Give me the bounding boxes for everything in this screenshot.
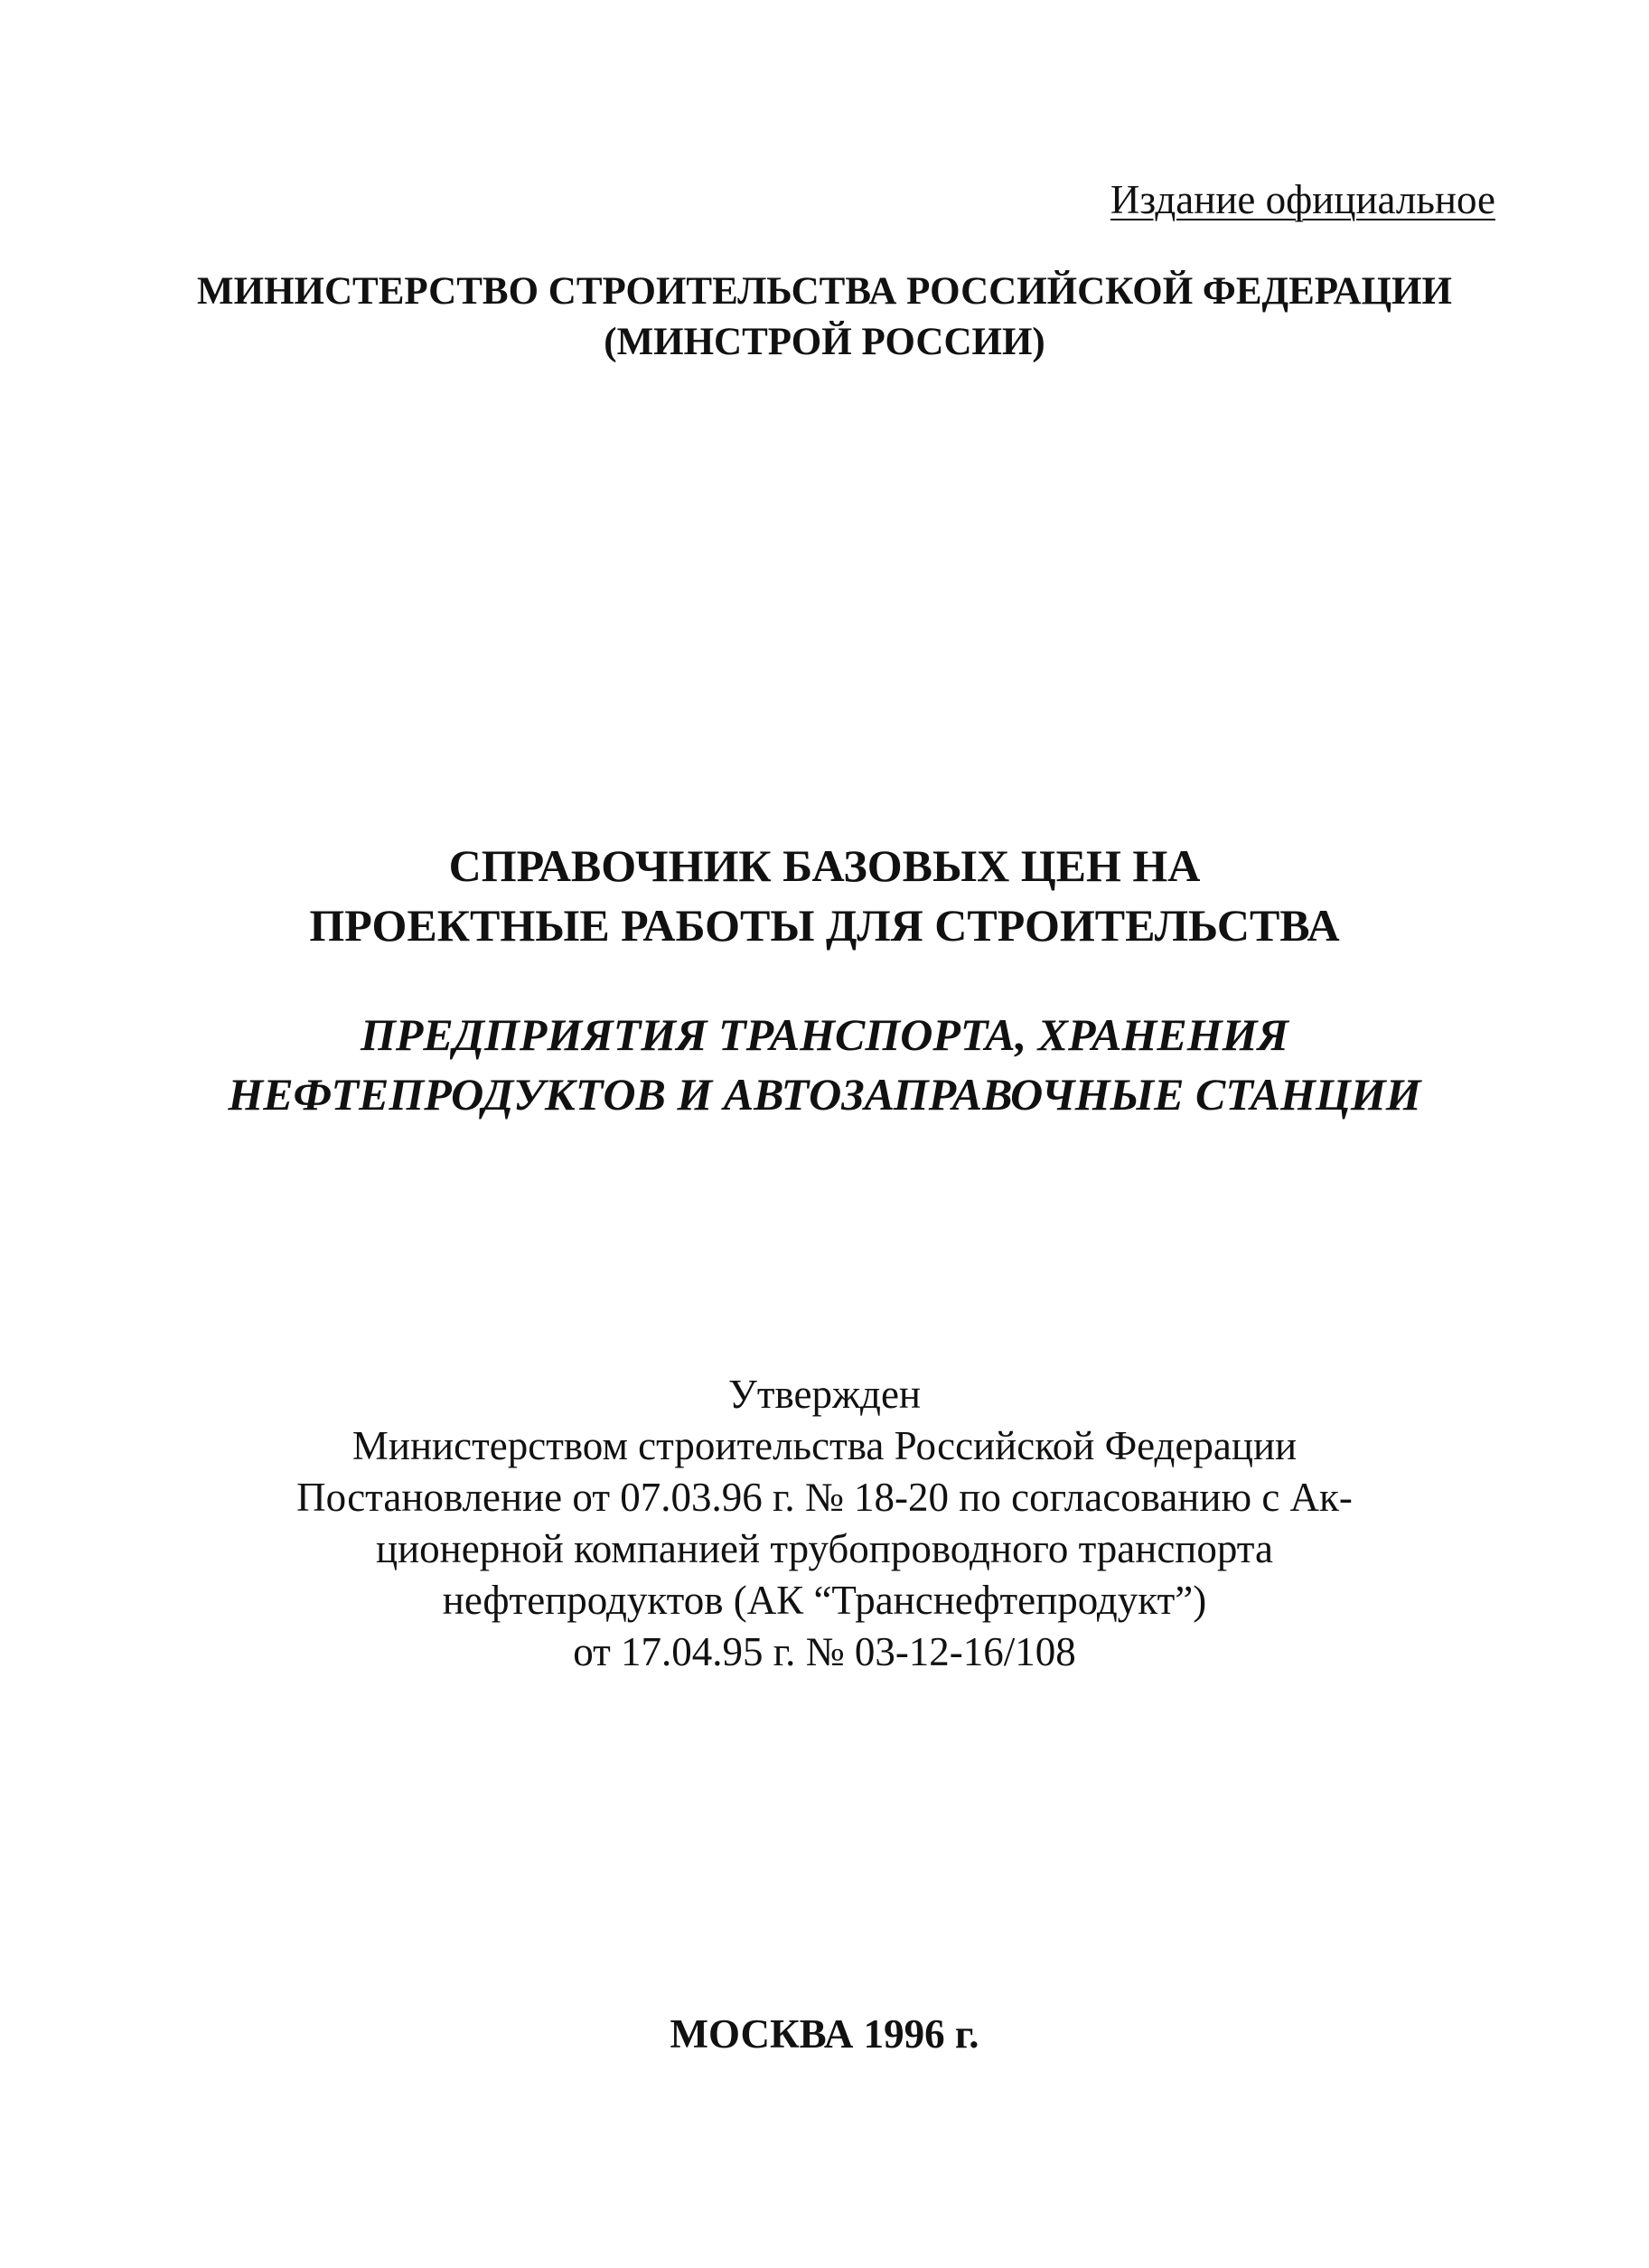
approval-line-5: нефтепродуктов (АК “Транснефтепродукт”) [442, 1578, 1207, 1623]
ministry-name: МИНИСТЕРСТВО СТРОИТЕЛЬСТВА РОССИЙСКОЙ ФЕДЕРАЦИИ [197, 270, 1452, 313]
subtitle-line-1: ПРЕДПРИЯТИЯ ТРАНСПОРТА, ХРАНЕНИЯ [361, 1009, 1288, 1060]
approval-line-2: Министерством строительства Российской Федерации [351, 1423, 1298, 1468]
ministry-header [0, 267, 1649, 368]
approval-line-6: от 17.04.95 г. № 03-12-16/108 [573, 1629, 1076, 1674]
title-line-2: ПРОЕКТНЫЕ РАБОТЫ ДЛЯ СТРОИТЕЛЬСТВА [309, 900, 1340, 951]
approval-line-3: Постановление от 07.03.96 г. № 18-20 по согласованию с Ак- [296, 1475, 1353, 1520]
city-year-footer: МОСКВА 1996 г. [670, 2011, 979, 2057]
title-line-1: СПРАВОЧНИК БАЗОВЫХ ЦЕН НА [448, 840, 1201, 891]
ministry-abbreviation: (МИНСТРОЙ РОССИИ) [604, 321, 1045, 363]
edition-note: Издание официальное [1110, 177, 1495, 222]
document-subtitle [0, 1005, 1649, 1124]
subtitle-line-2: НЕФТЕПРОДУКТОВ И АВТОЗАПРАВОЧНЫЕ СТАНЦИИ [228, 1069, 1421, 1120]
approval-line-4: ционерной компанией трубопроводного транспорта [376, 1526, 1273, 1571]
approval-line-1: Утвержден [727, 1372, 922, 1417]
approval-block [0, 1369, 1649, 1678]
document-title [0, 836, 1649, 955]
